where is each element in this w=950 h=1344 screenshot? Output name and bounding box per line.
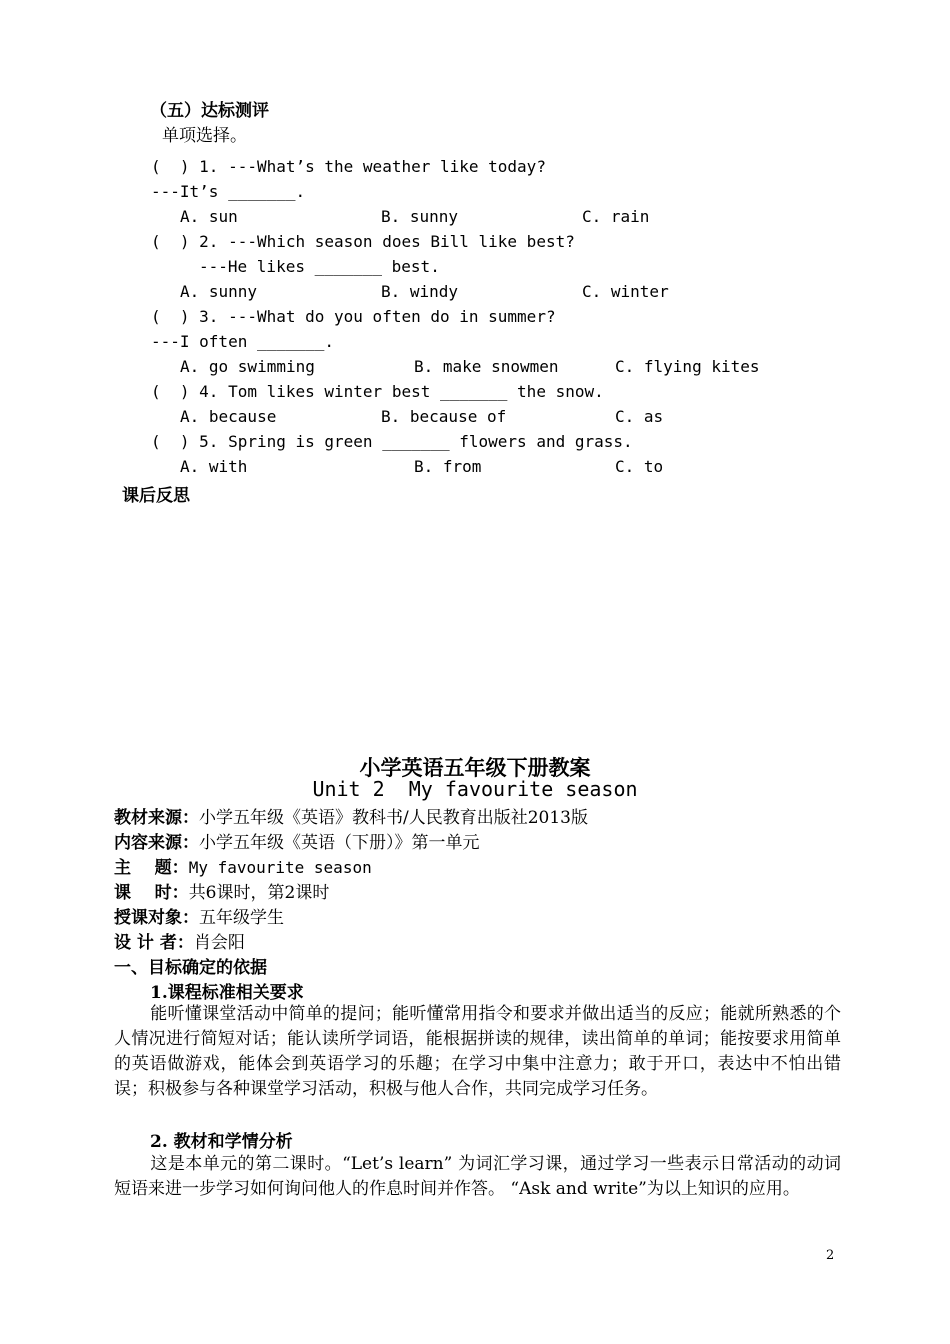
source-row <box>114 803 588 828</box>
standards-text: 能听懂课堂活动中简单的提问；能听懂常用指令和要求并做出适当的反应；能就所熟悉的个人情况进行简短对话；能认读所学词语，能根据拼读的规律，读出简单的单词；能按要求用简单的英语做游戏，能体会到英语学习的乐趣；在学习中集中注意力；敢于开口，表达中不怕出错误；积极参与各种课堂学习活动，积极与他人合作，共同完成学习任务。 <box>114 1004 841 1099</box>
question-5-stem: ( ) 5. Spring is green _______ flowers and grass. <box>151 432 633 451</box>
topic-row <box>114 853 372 878</box>
content-value: 小学五年级《英语（下册）》第一单元 <box>199 833 480 853</box>
content-label: 内容来源： <box>114 833 199 853</box>
audience-value: 五年级学生 <box>199 908 284 928</box>
question-3-option-c: C. flying kites <box>615 357 760 376</box>
test-heading: （五）达标测评 <box>150 101 269 121</box>
hours-row <box>114 878 329 903</box>
question-5-option-a: A. with <box>180 457 248 476</box>
designer-label: 设 计 者： <box>114 933 194 953</box>
page-number: 2 <box>826 1248 835 1263</box>
question-3-option-a: A. go swimming <box>180 357 315 376</box>
analysis-paragraph <box>114 1152 841 1202</box>
plan-title: 小学英语五年级下册教案 <box>359 756 591 780</box>
test-instruction: 单项选择。 <box>162 126 247 146</box>
subsection-2-heading: 2. 教材和学情分析 <box>150 1132 293 1152</box>
reflection-heading: 课后反思 <box>122 486 190 506</box>
hours-value: 共6课时，第2课时 <box>188 883 330 903</box>
audience-label: 授课对象： <box>114 908 199 928</box>
source-label: 教材来源： <box>114 808 199 828</box>
question-1-answer: ---It’s _______. <box>151 182 306 201</box>
question-3-answer: ---I often _______. <box>151 332 335 351</box>
topic-value: My favourite season <box>188 858 372 877</box>
question-2-answer: ---He likes _______ best. <box>199 257 440 276</box>
topic-label: 主 题： <box>114 858 189 878</box>
question-2-option-c: C. winter <box>582 282 669 301</box>
question-1-option-b: B. sunny <box>381 207 459 226</box>
hours-label: 课 时： <box>114 883 189 903</box>
question-2-option-a: A. sunny <box>180 282 258 301</box>
question-2-stem: ( ) 2. ---Which season does Bill like best? <box>151 232 575 251</box>
analysis-text: 这是本单元的第二课时。“Let’s learn” 为词汇学习课，通过学习一些表示日常活动的动词短语来进一步学习如何询问他人的作息时间并作答。 “Ask and write”为以上知识的应用。 <box>114 1154 841 1199</box>
question-4-stem: ( ) 4. Tom likes winter best _______ the snow. <box>151 382 604 401</box>
question-4-option-b: B. because of <box>381 407 507 426</box>
question-2-option-b: B. windy <box>381 282 459 301</box>
content-row <box>114 828 480 853</box>
question-4-option-c: C. as <box>615 407 664 426</box>
source-value: 小学五年级《英语》教科书/人民教育出版社2013版 <box>199 808 588 828</box>
question-3-stem: ( ) 3. ---What do you often do in summer? <box>151 307 556 326</box>
question-4-option-a: A. because <box>180 407 277 426</box>
plan-subtitle: Unit 2 My favourite season <box>312 777 638 801</box>
question-1-option-a: A. sun <box>180 207 238 226</box>
audience-row <box>114 903 284 928</box>
question-1-stem: ( ) 1. ---What’s the weather like today? <box>151 157 546 176</box>
section-1-heading: 一、目标确定的依据 <box>114 958 267 978</box>
designer-value: 肖会阳 <box>193 933 245 953</box>
subsection-1-heading: 1.课程标准相关要求 <box>150 983 304 1003</box>
question-5-option-c: C. to <box>615 457 664 476</box>
question-1-option-c: C. rain <box>582 207 650 226</box>
designer-row <box>114 928 245 953</box>
question-5-option-b: B. from <box>414 457 482 476</box>
question-3-option-b: B. make snowmen <box>414 357 559 376</box>
standards-paragraph <box>114 1002 841 1102</box>
